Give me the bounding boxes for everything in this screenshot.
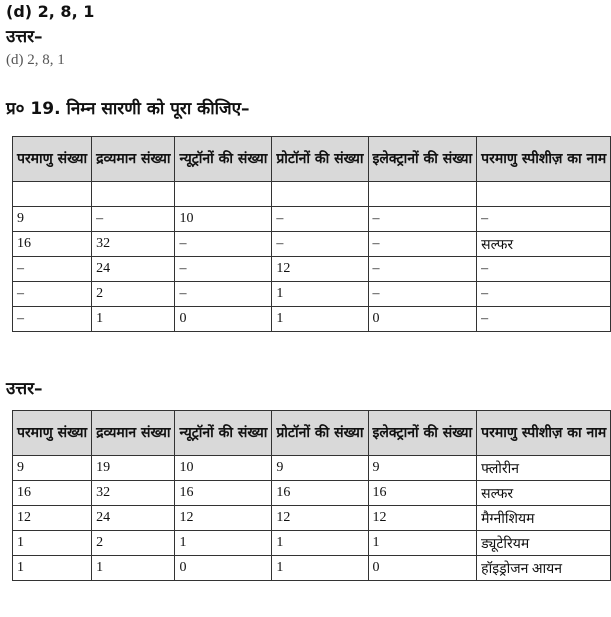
header-protons: प्रोटॉनों की संख्या — [272, 137, 368, 182]
table-cell: 0 — [368, 556, 477, 581]
table-cell: 32 — [92, 232, 175, 257]
question-table — [12, 136, 611, 332]
table-cell: 1 — [272, 282, 368, 307]
table-cell: 1 — [272, 307, 368, 332]
table-cell: – — [477, 257, 611, 282]
table-row — [13, 456, 611, 481]
table-cell: – — [13, 257, 92, 282]
header-neutrons: न्यूट्रॉनों की संख्या — [175, 137, 272, 182]
table-cell: 10 — [175, 207, 272, 232]
table-row — [13, 257, 611, 282]
table-cell: 9 — [13, 207, 92, 232]
header-species-name: परमाणु स्पीशीज़ का नाम — [477, 411, 611, 456]
table-row — [13, 282, 611, 307]
table-cell: 24 — [92, 257, 175, 282]
table-cell: 16 — [13, 232, 92, 257]
table-cell: 1 — [272, 531, 368, 556]
table-row — [13, 531, 611, 556]
answer-label: उत्तर– — [6, 27, 43, 47]
table-cell — [92, 182, 175, 207]
table-cell: 12 — [272, 257, 368, 282]
table-row — [13, 506, 611, 531]
table-cell: सल्फर — [477, 232, 611, 257]
table-cell: 2 — [92, 531, 175, 556]
table-cell: – — [272, 232, 368, 257]
question-number: प्र० 19. — [6, 99, 61, 119]
table-header-row — [13, 411, 611, 456]
table-cell: – — [175, 257, 272, 282]
answer-value: (d) 2, 8, 1 — [6, 52, 65, 68]
table-cell: 9 — [272, 456, 368, 481]
table-cell: 1 — [92, 307, 175, 332]
table-cell: 0 — [368, 307, 477, 332]
table-cell: 16 — [272, 481, 368, 506]
header-species-name: परमाणु स्पीशीज़ का नाम — [477, 137, 611, 182]
table-cell — [368, 182, 477, 207]
answer-label-2: उत्तर– — [6, 379, 43, 399]
table-cell: – — [368, 282, 477, 307]
table-cell: फ्लोरीन — [477, 456, 611, 481]
header-electrons: इलेक्ट्रानों की संख्या — [368, 137, 477, 182]
header-protons: प्रोटॉनों की संख्या — [272, 411, 368, 456]
table-cell: हॉइड्रोजन आयन — [477, 556, 611, 581]
table-cell: 12 — [368, 506, 477, 531]
table-cell: – — [477, 307, 611, 332]
table-cell: – — [272, 207, 368, 232]
question-heading — [6, 96, 250, 119]
table-cell: 12 — [272, 506, 368, 531]
table-cell: – — [13, 282, 92, 307]
table-cell: 0 — [175, 307, 272, 332]
table-cell — [13, 182, 92, 207]
table-cell: – — [368, 257, 477, 282]
table-cell: – — [92, 207, 175, 232]
table-row — [13, 307, 611, 332]
table-cell: – — [175, 282, 272, 307]
table-cell: 1 — [92, 556, 175, 581]
table-row — [13, 481, 611, 506]
table-header-row — [13, 137, 611, 182]
table-cell — [272, 182, 368, 207]
table-cell: – — [477, 282, 611, 307]
header-mass-number: द्रव्यमान संख्या — [92, 411, 175, 456]
table-cell: 9 — [368, 456, 477, 481]
question-text: निम्न सारणी को पूरा कीजिए– — [66, 99, 250, 119]
table-cell: ड्यूटेरियम — [477, 531, 611, 556]
table-cell — [477, 182, 611, 207]
table-cell: 16 — [368, 481, 477, 506]
table-cell: 1 — [368, 531, 477, 556]
table-cell: सल्फर — [477, 481, 611, 506]
table-cell: 24 — [92, 506, 175, 531]
table-cell: 1 — [13, 556, 92, 581]
table-cell: 1 — [13, 531, 92, 556]
table-row — [13, 556, 611, 581]
table-cell: मैग्नीशियम — [477, 506, 611, 531]
option-d: (d) 2, 8, 1 — [6, 2, 95, 21]
header-atomic-number: परमाणु संख्या — [13, 411, 92, 456]
table-row — [13, 182, 611, 207]
table-row — [13, 232, 611, 257]
table-cell — [175, 182, 272, 207]
table-cell: 9 — [13, 456, 92, 481]
header-neutrons: न्यूट्रॉनों की संख्या — [175, 411, 272, 456]
table-cell: 1 — [175, 531, 272, 556]
table-cell: 2 — [92, 282, 175, 307]
header-electrons: इलेक्ट्रानों की संख्या — [368, 411, 477, 456]
table-cell: 0 — [175, 556, 272, 581]
table-row — [13, 207, 611, 232]
header-mass-number: द्रव्यमान संख्या — [92, 137, 175, 182]
table-cell: – — [368, 207, 477, 232]
table-cell: 19 — [92, 456, 175, 481]
table-cell: 12 — [13, 506, 92, 531]
table-cell: 16 — [13, 481, 92, 506]
table-cell: – — [368, 232, 477, 257]
header-atomic-number: परमाणु संख्या — [13, 137, 92, 182]
answer-table — [12, 410, 611, 581]
table-cell: – — [477, 207, 611, 232]
table-cell: – — [13, 307, 92, 332]
table-cell: – — [175, 232, 272, 257]
table-cell: 16 — [175, 481, 272, 506]
table-cell: 10 — [175, 456, 272, 481]
table-cell: 12 — [175, 506, 272, 531]
table-cell: 32 — [92, 481, 175, 506]
table-cell: 1 — [272, 556, 368, 581]
